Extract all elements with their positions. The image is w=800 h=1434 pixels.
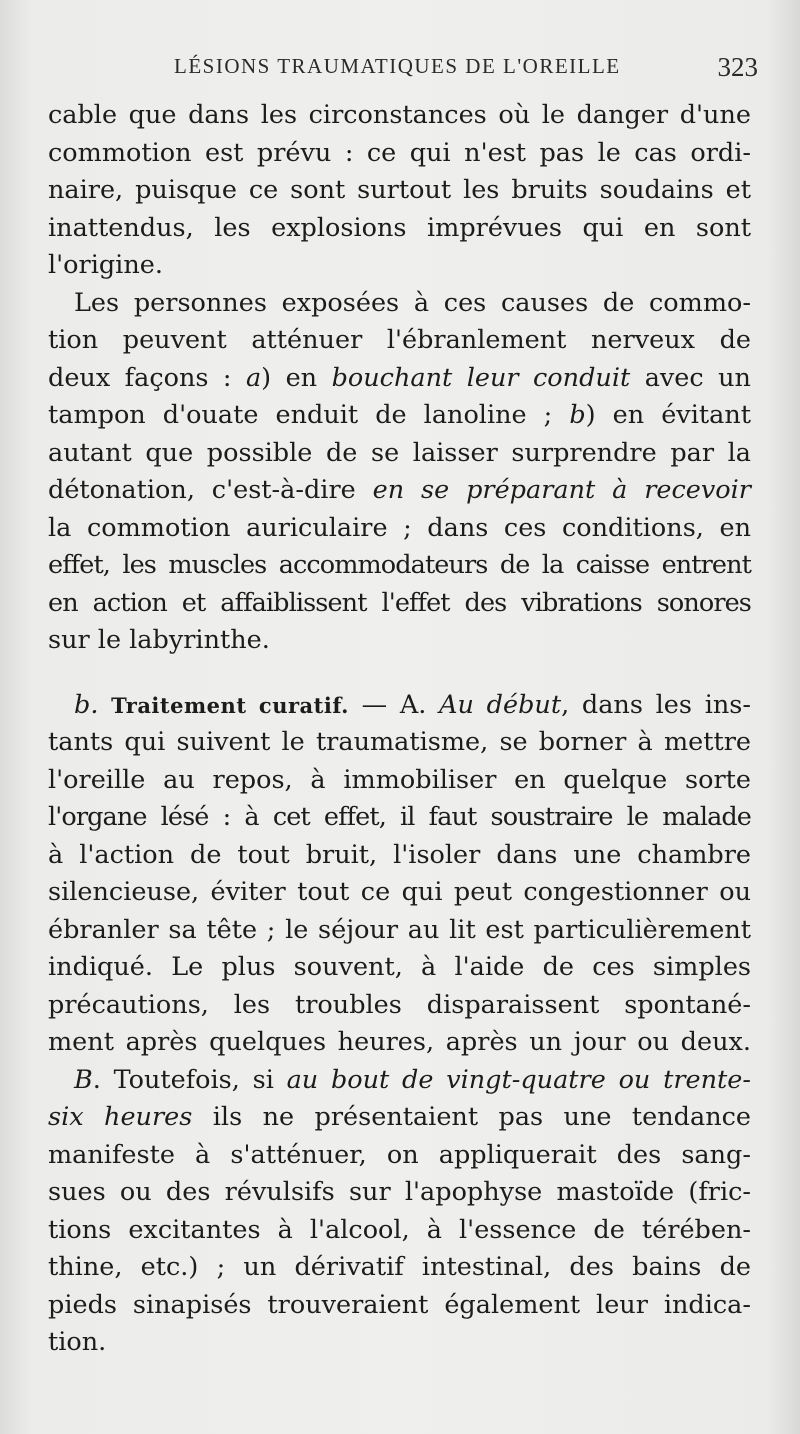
text-line: tants qui suivent le traumatisme, se borner à mettre <box>48 727 751 757</box>
text-run: — A. <box>348 689 440 720</box>
italic-run: au bout de vingt-quatre ou trente- <box>286 1064 751 1095</box>
italic-run: en se préparant à recevoir <box>372 475 751 505</box>
page-number: 323 <box>717 52 758 82</box>
text-line: sues ou des révulsifs sur l'apophyse mastoïde (fric- <box>48 1177 751 1207</box>
text-line <box>48 360 751 398</box>
text-line: manifeste à s'atténuer, on appliquerait des sang- <box>48 1139 751 1170</box>
text-line: l'origine. <box>48 250 163 280</box>
text-line <box>48 472 751 510</box>
text-line: naire, puisque ce sont surtout les bruits soudains et <box>48 175 751 205</box>
text-run: détonation, c'est-à-dire <box>48 475 373 505</box>
text-line: sur le labyrinthe. <box>48 625 270 655</box>
text-line: pieds sinapisés trouveraient également leur indica- <box>48 1289 751 1320</box>
italic-run: b <box>569 400 586 430</box>
text-line: en action et affaiblissent l'effet des vibrations sonores <box>48 587 751 618</box>
text-line: cable que dans les circonstances où le danger d'une <box>48 100 751 130</box>
text-line: ment après quelques heures, après un jour ou deux. <box>48 1027 751 1057</box>
italic-run: B <box>74 1064 93 1095</box>
text-line: tion peuvent atténuer l'ébranlement nerveux de <box>48 325 751 355</box>
section-title: Traitement curatif. <box>111 692 349 718</box>
text-line: autant que possible de se laisser surprendre par la <box>48 437 751 468</box>
running-head <box>48 48 758 88</box>
text-run: . Toutefois, si <box>92 1064 287 1095</box>
text-run: deux façons : <box>48 362 246 393</box>
text-run: tampon d'ouate enduit de lanoline ; <box>48 400 570 430</box>
text-line <box>48 1099 751 1137</box>
section-heading-line <box>48 687 751 725</box>
text-line <box>48 397 751 435</box>
italic-run: a <box>245 362 262 393</box>
text-line: l'organe lésé : à cet effet, il faut soustraire le malade <box>48 802 751 832</box>
text-line: à l'action de tout bruit, l'isoler dans une chambre <box>48 839 751 870</box>
italic-run: Au début <box>439 689 562 720</box>
text-run: ) en évitant <box>585 400 751 430</box>
text-line: commotion est prévu : ce qui n'est pas le cas ordi- <box>48 137 751 168</box>
italic-run: bouchant leur conduit <box>331 362 631 393</box>
text-line: ébranler sa tête ; le séjour au lit est particulièrement <box>48 914 751 945</box>
text-line: l'oreille au repos, à immobiliser en quelque sorte <box>48 764 751 795</box>
italic-run: six heures <box>48 1102 193 1132</box>
text-run: ils ne présentaient pas une tendance <box>192 1102 751 1132</box>
text-line: thine, etc.) ; un dérivatif intestinal, des bains de <box>48 1252 751 1282</box>
text-run: ) en <box>261 362 332 393</box>
paragraph-gap <box>48 660 751 687</box>
text-line: la commotion auriculaire ; dans ces conditions, en <box>48 512 751 543</box>
body-text <box>48 97 751 1362</box>
text-line: effet, les muscles accommodateurs de la caisse entrent <box>48 550 751 580</box>
text-line: indiqué. Le plus souvent, à l'aide de ces simples <box>48 952 751 982</box>
text-line: tion. <box>48 1327 107 1357</box>
italic-run: b. <box>74 689 112 720</box>
text-line: tions excitantes à l'alcool, à l'essence de térében- <box>48 1214 751 1245</box>
text-run: , dans les ins- <box>561 689 751 720</box>
text-line <box>48 1062 751 1100</box>
text-line: précautions, les troubles disparaissent spontané- <box>48 989 751 1020</box>
text-run: avec un <box>630 362 751 393</box>
text-line: inattendus, les explosions imprévues qui en sont <box>48 212 751 243</box>
text-line: Les personnes exposées à ces causes de commo- <box>74 287 751 318</box>
running-title: LÉSIONS TRAUMATIQUES DE L'OREILLE <box>174 54 621 78</box>
text-line: silencieuse, éviter tout ce qui peut congestionner ou <box>48 877 751 907</box>
